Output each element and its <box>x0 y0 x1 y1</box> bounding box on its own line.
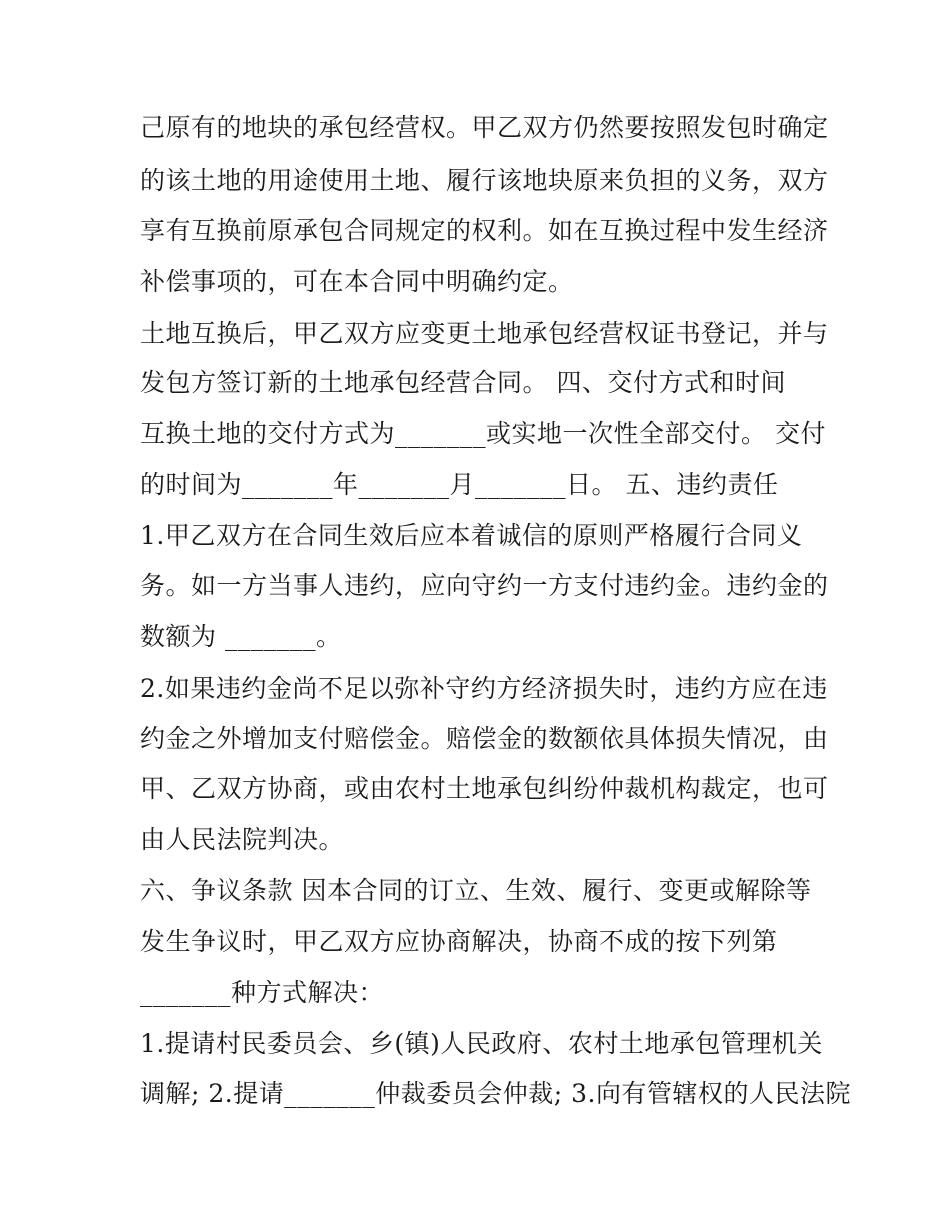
text-line: 发生争议时，甲乙双方应协商解决，协商不成的按下列第 <box>140 927 778 956</box>
text-line: 务。如一方当事人违约，应向守约一方支付违约金。违约金的 <box>140 571 829 600</box>
text-line: 1.提请村民委员会、乡(镇)人民政府、农村土地承包管理机关 <box>140 1029 823 1058</box>
text-line: 甲、乙双方协商，或由农村土地承包纠纷仲裁机构裁定，也可 <box>140 774 829 803</box>
text-line: 享有互换前原承包合同规定的权利。如在互换过程中发生经济 <box>140 216 829 245</box>
text-line: 调解; 2.提请_______仲裁委员会仲裁; 3.向有管辖权的人民法院 <box>140 1079 851 1108</box>
text-line: 互换土地的交付方式为_______或实地一次性全部交付。 交付 <box>140 419 826 448</box>
text-line: 六、争议条款 因本合同的订立、生效、履行、变更或解除等 <box>140 876 812 905</box>
text-line: 的时间为_______年_______月_______日。 五、违约责任 <box>140 470 779 499</box>
text-line: 补偿事项的，可在本合同中明确约定。 <box>140 267 574 296</box>
text-line: 由人民法院判决。 <box>140 825 345 854</box>
text-line: 2.如果违约金尚不足以弥补守约方经济损失时，违约方应在违 <box>140 674 828 703</box>
text-line: 的该土地的用途使用土地、履行该地块原来负担的义务，双方 <box>140 166 829 195</box>
text-line: 1.甲乙双方在合同生效后应本着诚信的原则严格履行合同义 <box>140 521 803 550</box>
text-line: 发包方签订新的土地承包经营合同。 四、交付方式和时间 <box>140 368 786 397</box>
text-line: 约金之外增加支付赔偿金。赔偿金的数额依具体损失情况，由 <box>140 724 829 753</box>
text-line: 数额为 _______。 <box>140 622 342 651</box>
text-line: _______种方式解决： <box>140 978 385 1007</box>
text-line: 己原有的地块的承包经营权。甲乙双方仍然要按照发包时确定 <box>140 113 829 142</box>
text-line: 土地互换后，甲乙双方应变更土地承包经营权证书登记，并与 <box>140 319 829 348</box>
